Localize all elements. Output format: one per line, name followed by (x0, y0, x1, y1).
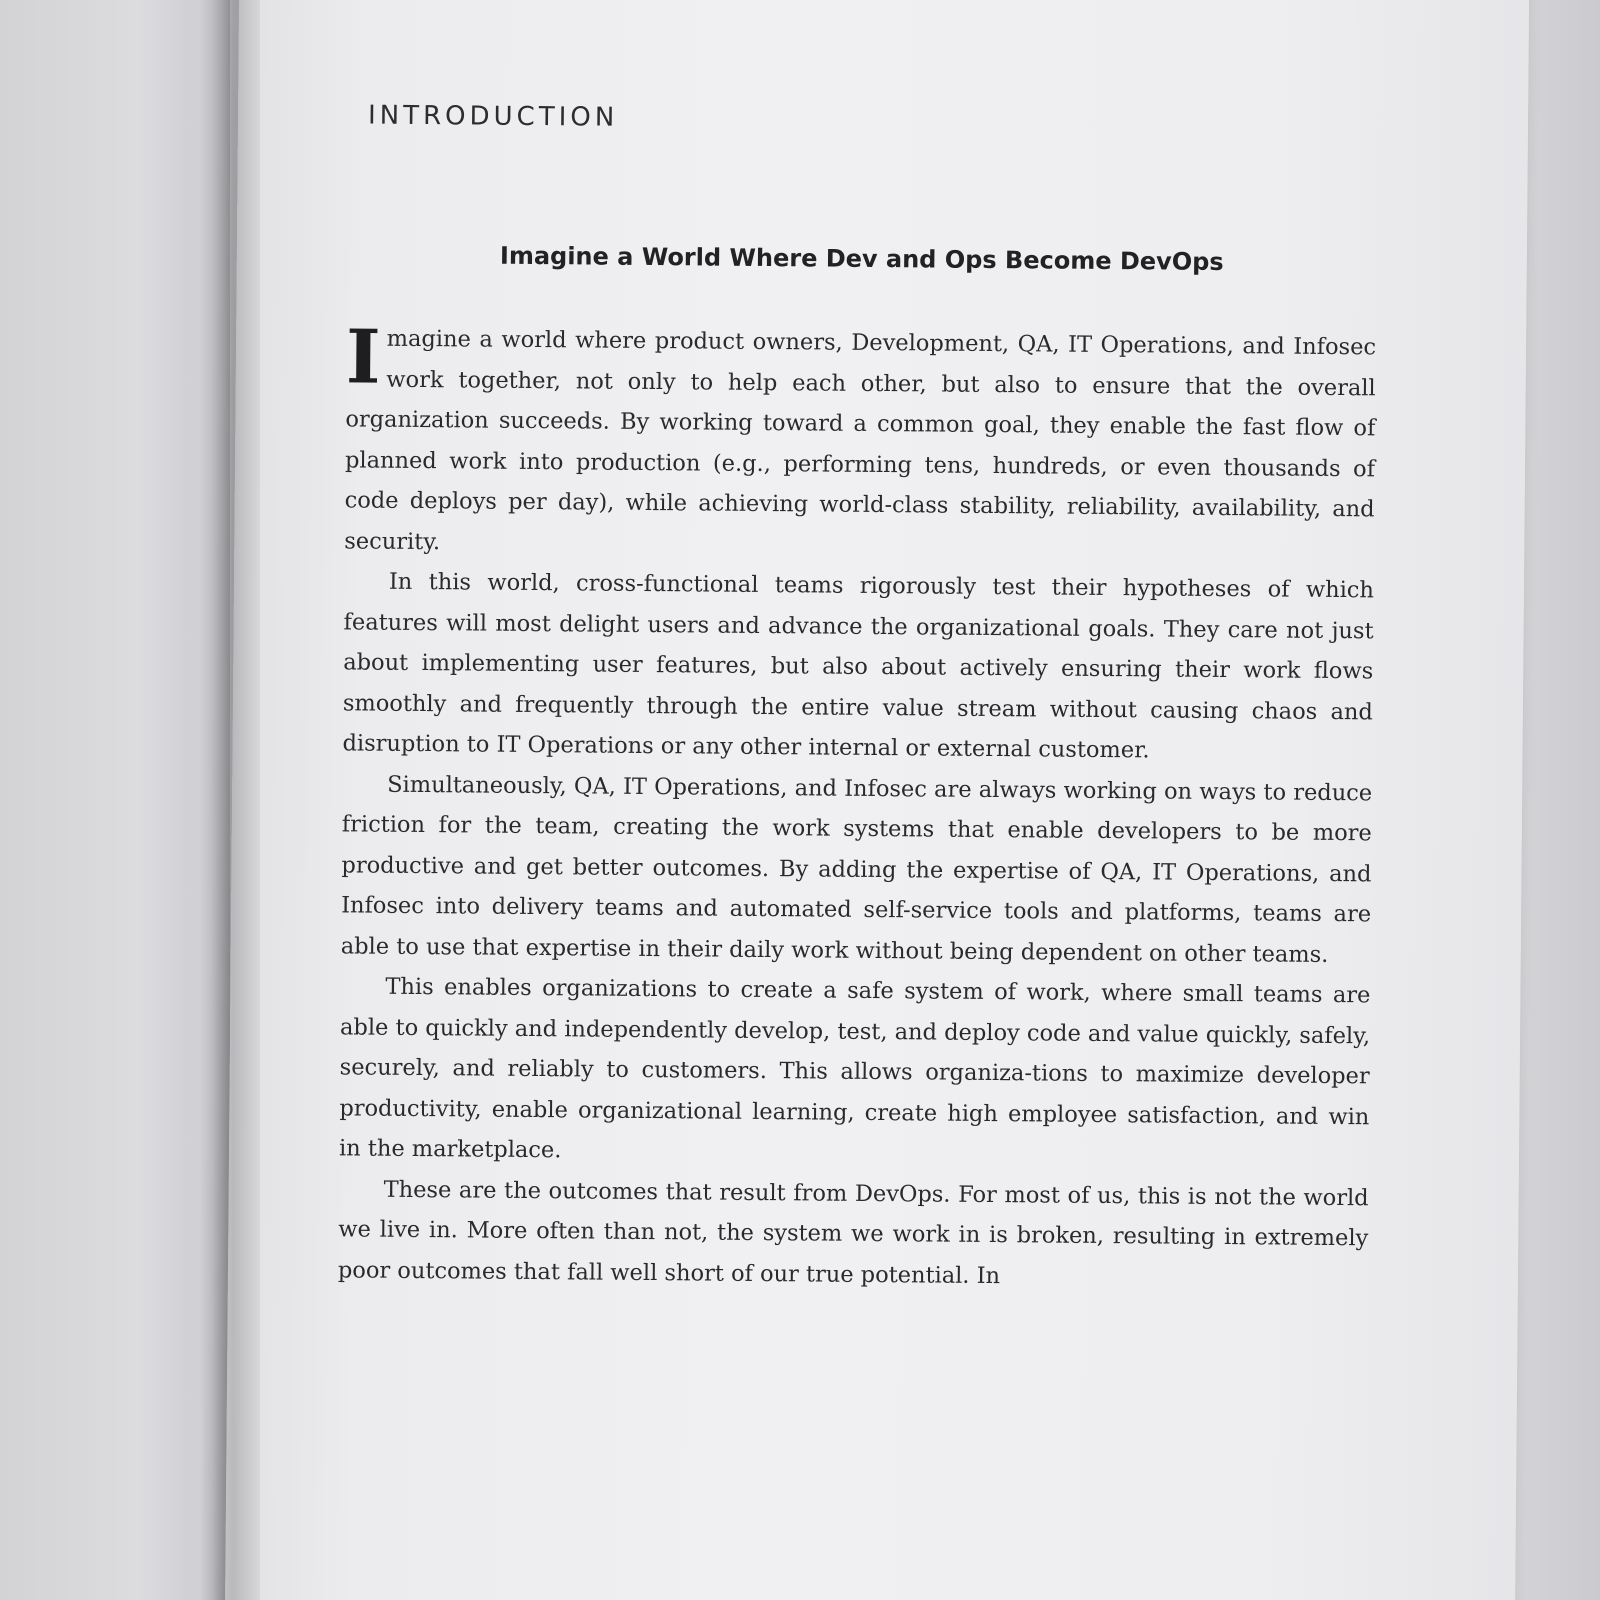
paragraph-5: These are the outcomes that result from DevOps. For most of us, this is not the world we live in. More often than not, the system we work in is broken, resulting in extremely poor outcomes that fall well short of our true potential. In (337, 1176, 1369, 1289)
drop-cap: I (345, 314, 381, 401)
left-page (0, 0, 230, 1600)
page-content (338, 100, 1378, 1299)
book-gutter-shadow (200, 0, 260, 1600)
paragraph-1-text: magine a world where product owners, Development, QA, IT Operations, and Infosec work together, not only to help each other, but also to ensure that the overall organization succeeds. By working toward a common goal, they enable the fast flow of planned work into production (e.g., performing tens, hundreds, or even thousands of code deploys per day), while achieving world-class stability, reliability, availability, and security. (344, 325, 1377, 555)
chapter-title: Imagine a World Where Dev and Ops Become DevOps (499, 241, 1224, 277)
paragraph-4: This enables organizations to create a safe system of work, where small teams are able to quickly and independently develop, test, and deploy code and value quickly, safely, securely, and reliably to customers. This allows organiza-tions to maximize developer productivity, enable organizational learning, create high employee satisfaction, and win in the marketplace. (338, 973, 1371, 1164)
paragraph-3: Simultaneously, QA, IT Operations, and Infosec are always working on ways to reduce friction for the team, creating the work systems that enable developers to be more productive and get better outcomes. By adding the expertise of QA, IT Operations, and Infosec into delivery teams and automated self-service tools and platforms, teams are able to use that expertise in their daily work without being dependent on other teams. (340, 771, 1373, 968)
book-page (225, 0, 1529, 1600)
paragraph-2: In this world, cross-functional teams rigorously test their hypotheses of which features will most delight users and advance the organizational goals. They care not just about implementing user features, but also about actively ensuring their work flows smoothly and frequently through the entire value stream without causing chaos and disruption to IT Operations or any other internal or external customer. (342, 568, 1375, 764)
section-label: INTRODUCTION (367, 100, 619, 133)
paragraph-1 (344, 314, 1377, 570)
